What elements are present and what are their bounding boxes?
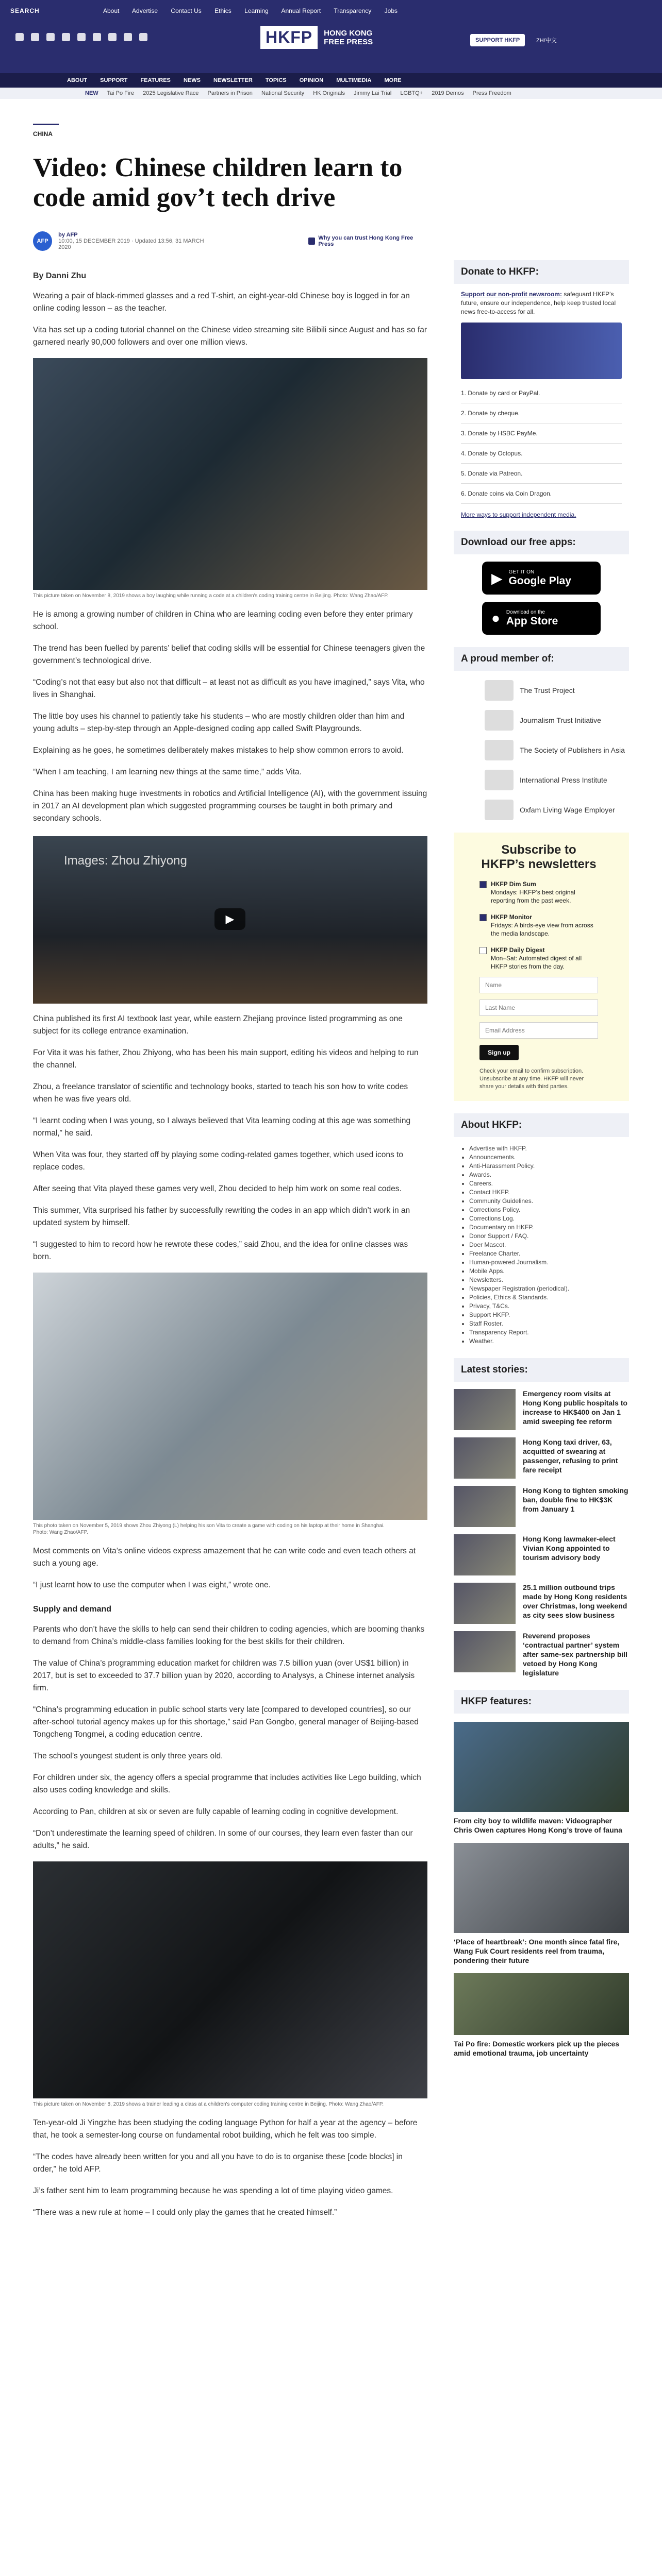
donate-option[interactable]: 1. Donate by card or PayPal.: [461, 383, 622, 403]
paragraph: China published its first AI textbook last year, while eastern Zhejiang province listed programming as one subject for its college entrance examination.: [33, 1014, 403, 1036]
paragraph: Parents who don’t have the skills to help can send their children to coding agencies, which are booming thanks to demand from China’s middle-class families looking for the best skills for their children.: [33, 1625, 425, 1646]
caption: This photo taken on November 5, 2019 shows Zhou Zhiyong (L) helping his son Vita to create a game with coding on his laptop at their home in Shanghai. Photo: Wang Zhao/AFP.: [33, 1523, 385, 1535]
top-link[interactable]: Transparency: [334, 7, 372, 14]
paragraph: “Don’t underestimate the learning speed of children. In some of our courses, they learn even faster than our adults,” he said.: [33, 1829, 413, 1850]
members-box: [454, 647, 629, 820]
donate-link[interactable]: Support our non-profit newsroom:: [461, 291, 562, 298]
donate-option[interactable]: 2. Donate by cheque.: [461, 403, 622, 423]
about-link[interactable]: • Transparency Report.: [469, 1328, 629, 1337]
newsletter-option[interactable]: [479, 946, 598, 971]
paragraph: China has been making huge investments in robotics and Artificial Intelligence (AI), with the government issuing in 2017 an AI development plan which suggested programming courses be taught in both primary and secondary schools.: [33, 789, 427, 823]
x-icon[interactable]: [31, 33, 39, 41]
trust-link[interactable]: [308, 235, 427, 247]
top-link[interactable]: About: [103, 7, 120, 14]
newsletter-option[interactable]: [479, 880, 598, 905]
top-bar: [0, 0, 662, 22]
about-list: [469, 1144, 629, 1346]
donate-qr-image: [461, 323, 622, 379]
story-headline[interactable]: Hong Kong taxi driver, 63, acquitted of swearing at passenger, refusing to print fare receipt: [523, 1438, 618, 1474]
member-name: Journalism Trust Initiative: [520, 716, 601, 724]
option-desc: Mondays: HKFP’s best original reporting from the past week.: [491, 889, 575, 904]
photo-father-son: [33, 1273, 427, 1520]
play-icon[interactable]: ▶: [214, 908, 245, 930]
about-link[interactable]: • Human-powered Journalism.: [469, 1258, 629, 1267]
sopa-logo: [485, 740, 514, 760]
facebook-icon[interactable]: [15, 33, 24, 41]
about-box: [454, 1113, 629, 1346]
language-switch[interactable]: ZH/中文: [536, 38, 557, 44]
caption: This picture taken on November 8, 2019 shows a boy laughing while running a code at a children's coding training centre in Beijing. Photo: Wang Zhao/AFP.: [33, 593, 389, 599]
ticker-link[interactable]: LGBTQ+: [400, 90, 423, 96]
top-link[interactable]: Annual Report: [281, 7, 321, 14]
about-link[interactable]: • Corrections Policy.: [469, 1206, 629, 1214]
paragraph: The trend has been fuelled by parents’ belief that coding skills will be essential for Chinese teenagers given the government’s technological drive.: [33, 644, 425, 665]
feature-image: [454, 1973, 629, 2035]
google-play-button[interactable]: [482, 562, 601, 595]
about-link[interactable]: • Doer Mascot.: [469, 1241, 629, 1249]
about-link[interactable]: • Advertise with HKFP.: [469, 1144, 629, 1153]
paragraph: “I just learnt how to use the computer when I was eight,” wrote one.: [33, 1581, 271, 1589]
newsletter-title: Subscribe to HKFP’s newsletters: [481, 843, 597, 871]
badge-big-text: App Store: [506, 615, 558, 627]
ticker-link[interactable]: 2025 Legislative Race: [143, 90, 199, 96]
paragraph: “The codes have already been written for you and all you have to do is to organise these [code blocks] in order,” he told AFP.: [33, 2153, 403, 2174]
member-logo[interactable]: [485, 710, 629, 731]
apple-icon: ●: [491, 610, 500, 626]
nav-item[interactable]: OPINION: [299, 77, 324, 83]
badge-small-text: Download on the: [506, 609, 545, 615]
nav-item[interactable]: ABOUT: [67, 77, 88, 83]
donate-box: [454, 260, 629, 518]
latest-title: Latest stories:: [454, 1358, 629, 1382]
story-headline[interactable]: Emergency room visits at Hong Kong public hospitals to increase to HK$400 on Jan 1 amid sweeping fee reform: [523, 1389, 627, 1426]
sidebar: [454, 260, 629, 2058]
photo-coding-class: [33, 1861, 427, 2098]
author-avatar: AFP: [33, 231, 52, 251]
about-link[interactable]: • Weather.: [469, 1337, 629, 1346]
paragraph: For children under six, the agency offers a special programme that includes activities like Lego building, which also uses coding knowledge and skills.: [33, 1773, 421, 1794]
feature-item[interactable]: [454, 1843, 629, 1965]
option-title: HKFP Daily Digest: [491, 946, 545, 954]
paragraph: “There was a new rule at home – I could only play the games that he created himself.”: [33, 2208, 337, 2217]
member-logo[interactable]: [485, 800, 629, 820]
feature-headline[interactable]: Tai Po fire: Domestic workers pick up the pieces amid emotional trauma, job uncertainty: [454, 2040, 620, 2057]
member-name: The Society of Publishers in Asia: [520, 746, 625, 754]
google-play-icon: ▶: [491, 570, 503, 586]
paragraph: “China’s programming education in public school starts very late [compared to developed countries], so our after-school tutorial agency makes up for this shortage,” said Pan Gongbo, general manager of Beijing-based Tongcheng Tongmei, a coding education centre.: [33, 1705, 419, 1739]
paragraph: According to Pan, children at six or seven are fully capable of learning coding in cognitive development.: [33, 1807, 399, 1816]
nav-item[interactable]: NEWS: [183, 77, 201, 83]
about-link[interactable]: • Corrections Log.: [469, 1214, 629, 1223]
article: [33, 124, 427, 2219]
top-link[interactable]: Contact Us: [171, 7, 202, 14]
about-link[interactable]: • Staff Roster.: [469, 1319, 629, 1328]
top-link[interactable]: Advertise: [132, 7, 158, 14]
story-item[interactable]: [454, 1583, 629, 1624]
trust-text: Why you can trust Hong Kong Free Press: [318, 235, 413, 247]
member-name: The Trust Project: [520, 686, 575, 694]
category-label[interactable]: CHINA: [33, 124, 59, 138]
feature-headline[interactable]: ‘Place of heartbreak’: One month since fatal fire, Wang Fuk Court residents reel from trauma, pondering their future: [454, 1938, 620, 1964]
ticker-link[interactable]: Jimmy Lai Trial: [354, 90, 392, 96]
paragraph: Ji’s father sent him to learn programming because he was spending a lot of time playing video games.: [33, 2187, 393, 2195]
telegram-icon[interactable]: [108, 33, 117, 41]
paragraph: This summer, Vita surprised his father by successfully rewriting the codes in an app which didn’t work in an updated system by himself.: [33, 1206, 410, 1227]
story-thumbnail: [454, 1389, 516, 1430]
article-author: By Danni Zhu: [33, 272, 87, 280]
checkbox[interactable]: [479, 947, 487, 954]
first-name-field[interactable]: [479, 977, 598, 993]
topics-ticker: [0, 88, 662, 99]
story-item[interactable]: [454, 1437, 629, 1479]
option-desc: Mon–Sat: Automated digest of all HKFP stories from the day.: [491, 955, 582, 970]
story-headline[interactable]: Reverend proposes ‘contractual partner’ system after same-sex partnership bill vetoed by Hong Kong legislature: [523, 1632, 628, 1677]
newsletter-box: [454, 833, 629, 1101]
story-item[interactable]: [454, 1486, 629, 1527]
feature-image: [454, 1722, 629, 1812]
member-name: International Press Institute: [520, 776, 607, 784]
about-link[interactable]: • Mobile Apps.: [469, 1267, 629, 1276]
story-headline[interactable]: Hong Kong to tighten smoking ban, double fine to HK$3K from January 1: [523, 1486, 628, 1513]
story-item[interactable]: [454, 1631, 629, 1677]
logo-mark: HKFP: [260, 26, 318, 49]
features-title: HKFP features:: [454, 1690, 629, 1714]
member-logo[interactable]: [485, 740, 629, 760]
email-icon[interactable]: [139, 33, 147, 41]
member-name: Oxfam Living Wage Employer: [520, 806, 615, 814]
story-item[interactable]: [454, 1534, 629, 1575]
last-name-field[interactable]: [479, 999, 598, 1016]
figure: [33, 1273, 427, 1536]
apps-title: Download our free apps:: [454, 531, 629, 554]
ticker-link[interactable]: Partners in Prison: [207, 90, 253, 96]
paragraph: The school’s youngest student is only three years old.: [33, 1752, 223, 1760]
donate-option[interactable]: 6. Donate coins via Coin Dragon.: [461, 484, 622, 504]
story-headline[interactable]: Hong Kong lawmaker-elect Vivian Kong appointed to tourism advisory body: [523, 1535, 616, 1562]
ticker-link[interactable]: HK Originals: [313, 90, 345, 96]
about-link[interactable]: • Newsletters.: [469, 1276, 629, 1284]
figure: [33, 358, 427, 599]
paragraph: The value of China’s programming education market for children was 7.5 billion yuan (over US$1 billion) in 2017, but is set to exceeded to 37.7 billion yuan by 2020, according to Analysys, a Chinese internet analysis firm.: [33, 1659, 415, 1692]
badge-big-text: Google Play: [508, 574, 571, 587]
story-thumbnail: [454, 1631, 516, 1672]
feature-item[interactable]: [454, 1722, 629, 1835]
about-link[interactable]: • Community Guidelines.: [469, 1197, 629, 1206]
caption: This picture taken on November 8, 2019 shows a trainer leading a class at a children's computer coding training centre in Beijing. Photo: Wang Zhao/AFP.: [33, 2102, 384, 2107]
more-support-link[interactable]: More ways to support independent media.: [461, 511, 576, 518]
masthead: [0, 22, 662, 73]
nav-item[interactable]: TOPICS: [265, 77, 287, 83]
latest-stories: [454, 1358, 629, 1677]
article-title: Video: Chinese children learn to code amid gov’t tech drive: [33, 153, 403, 212]
trust-project-logo: [485, 680, 514, 701]
features-box: [454, 1690, 629, 2058]
oxfam-logo: [485, 800, 514, 820]
donate-option[interactable]: 5. Donate via Patreon.: [461, 464, 622, 484]
social-icons: [15, 33, 147, 41]
main-nav: [0, 73, 662, 88]
about-link[interactable]: • Newspaper Registration (periodical).: [469, 1284, 629, 1293]
donate-option[interactable]: 4. Donate by Octopus.: [461, 444, 622, 464]
photo-boy-coding: [33, 358, 427, 590]
story-headline[interactable]: 25.1 million outbound trips made by Hong Kong residents over Christmas, long weekend as city sees slow business: [523, 1583, 627, 1619]
paragraph: The little boy uses his channel to patiently take his students – who are mostly children older than him and young adults – step-by-step through an Apple-designed coding app called Swift Playgrounds.: [33, 712, 405, 733]
figure: [33, 1861, 427, 2108]
story-thumbnail: [454, 1437, 516, 1479]
mastodon-icon[interactable]: [124, 33, 132, 41]
story-item[interactable]: [454, 1389, 629, 1430]
option-desc: Fridays: A birds-eye view from across the media landscape.: [491, 922, 593, 937]
badge-small-text: GET IT ON: [508, 569, 535, 575]
jti-logo: [485, 710, 514, 731]
video-label: Images: Zhou Zhiyong: [64, 854, 187, 868]
nav-item[interactable]: SUPPORT: [100, 77, 128, 83]
paragraph: Explaining as he goes, he sometimes deliberately makes mistakes to help show common errors to avoid.: [33, 746, 404, 755]
about-link[interactable]: • Policies, Ethics & Standards.: [469, 1293, 629, 1302]
search-link[interactable]: SEARCH: [10, 7, 40, 14]
subheading: Supply and demand: [33, 1605, 112, 1614]
donate-option[interactable]: 3. Donate by HSBC PayMe.: [461, 423, 622, 444]
feature-headline[interactable]: From city boy to wildlife maven: Videographer Chris Owen captures Hong Kong’s trove of fauna: [454, 1817, 622, 1834]
paragraph: “Coding’s not that easy but also not that difficult – at least not as difficult as you have imagined,” says Vita, who lives in Shanghai.: [33, 678, 425, 699]
top-link[interactable]: Ethics: [214, 7, 231, 14]
about-link[interactable]: • Announcements.: [469, 1153, 629, 1162]
bluesky-icon[interactable]: [93, 33, 101, 41]
story-thumbnail: [454, 1583, 516, 1624]
paragraph: Zhou, a freelance translator of scientific and technology books, started to teach his son how to write codes when he was five years old.: [33, 1082, 408, 1104]
about-link[interactable]: • Contact HKFP.: [469, 1188, 629, 1197]
trust-icon: [308, 238, 316, 245]
option-title: HKFP Monitor: [491, 913, 532, 921]
newsletter-option[interactable]: [479, 913, 598, 938]
nav-item[interactable]: MULTIMEDIA: [336, 77, 372, 83]
byline-author[interactable]: by AFP: [58, 232, 78, 238]
about-link[interactable]: • Careers.: [469, 1179, 629, 1188]
paragraph: Wearing a pair of black-rimmed glasses and a red T-shirt, an eight-year-old Chinese boy is logged in for an online coding lesson – as the teacher.: [33, 292, 410, 313]
member-logo[interactable]: [485, 680, 629, 701]
feature-image: [454, 1843, 629, 1933]
video-player[interactable]: [33, 836, 427, 1004]
article-body: [33, 290, 427, 2219]
about-title: About HKFP:: [454, 1113, 629, 1137]
donate-intro: [461, 290, 622, 316]
site-logo[interactable]: [260, 26, 373, 49]
email-field[interactable]: [479, 1022, 598, 1039]
ticker-link[interactable]: Press Freedom: [472, 90, 511, 96]
paragraph: He is among a growing number of children in China who are learning coding even before they enter primary school.: [33, 610, 413, 631]
members-title: A proud member of:: [454, 647, 629, 671]
youtube-icon[interactable]: [77, 33, 86, 41]
checkbox-checked[interactable]: [479, 914, 487, 921]
donate-text: safeguard HKFP’s future, ensure our independence, help keep trusted local news free-to-access for all.: [461, 291, 616, 315]
top-link[interactable]: Learning: [244, 7, 269, 14]
byline: [33, 231, 427, 251]
ticker-link[interactable]: Tai Po Fire: [107, 90, 135, 96]
paragraph: Ten-year-old Ji Yingzhe has been studying the coding language Python for half a year at the agency – before that, he took a semester-long course on fundamental robot building, which he felt was too simple.: [33, 2119, 418, 2140]
donate-title: Donate to HKFP:: [454, 260, 629, 284]
paragraph: “I learnt coding when I was young, so I always believed that Vita learning coding at this age was something normal,” he said.: [33, 1116, 411, 1138]
member-logo[interactable]: [485, 770, 629, 790]
checkbox-checked[interactable]: [479, 881, 487, 888]
paragraph: When Vita was four, they started off by playing some coding-related games together, which used icons to replace codes.: [33, 1150, 404, 1172]
new-badge: NEW: [85, 90, 98, 96]
logo-text: [324, 29, 373, 46]
top-links: [103, 7, 409, 14]
story-thumbnail: [454, 1534, 516, 1575]
signup-button[interactable]: Sign up: [479, 1045, 519, 1060]
about-link[interactable]: • Awards.: [469, 1171, 629, 1179]
threads-icon[interactable]: [62, 33, 70, 41]
about-link[interactable]: • Freelance Charter.: [469, 1249, 629, 1258]
logo-line: HONG KONG: [324, 28, 373, 38]
about-link[interactable]: • Privacy, T&Cs.: [469, 1302, 629, 1311]
ticker-link[interactable]: National Security: [261, 90, 305, 96]
paragraph: Most comments on Vita’s online videos express amazement that he can write code and even teach others at such a young age.: [33, 1547, 416, 1568]
nav-item[interactable]: NEWSLETTER: [213, 77, 253, 83]
paragraph: Vita has set up a coding tutorial channel on the Chinese video streaming site Bilibili since August and has so far garnered nearly 90,000 followers and over one million views.: [33, 326, 427, 347]
apps-box: [454, 531, 629, 635]
feature-item[interactable]: [454, 1973, 629, 2058]
paragraph: “I suggested to him to record how he rewrote these codes,” said Zhou, and the idea for online classes was born.: [33, 1240, 408, 1261]
logo-line: FREE PRESS: [324, 37, 373, 46]
about-link[interactable]: • Donor Support / FAQ.: [469, 1232, 629, 1241]
nav-item[interactable]: FEATURES: [140, 77, 171, 83]
app-store-button[interactable]: [482, 602, 601, 635]
about-link[interactable]: • Documentary on HKFP.: [469, 1223, 629, 1232]
paragraph: After seeing that Vita played these games very well, Zhou decided to help him work on some real codes.: [33, 1184, 402, 1193]
instagram-icon[interactable]: [46, 33, 55, 41]
ipi-logo: [485, 770, 514, 790]
paragraph: For Vita it was his father, Zhou Zhiyong, who has been his main support, editing his videos and helping to run the channel.: [33, 1048, 419, 1070]
support-button[interactable]: SUPPORT HKFP: [470, 34, 525, 46]
about-link[interactable]: • Support HKFP.: [469, 1311, 629, 1319]
about-link[interactable]: • Anti-Harassment Policy.: [469, 1162, 629, 1171]
nav-item[interactable]: MORE: [384, 77, 402, 83]
ticker-link[interactable]: 2019 Demos: [432, 90, 464, 96]
option-title: HKFP Dim Sum: [491, 880, 536, 888]
byline-dates: 10:00, 15 DECEMBER 2019 · Updated 13:56, 31 MARCH 2020: [58, 238, 204, 250]
story-thumbnail: [454, 1486, 516, 1527]
newsletter-fineprint: Check your email to confirm subscription. Unsubscribe at any time. HKFP will never share your details with third parties.: [479, 1068, 584, 1090]
paragraph: “When I am teaching, I am learning new things at the same time,” adds Vita.: [33, 768, 302, 776]
top-link[interactable]: Jobs: [384, 7, 398, 14]
